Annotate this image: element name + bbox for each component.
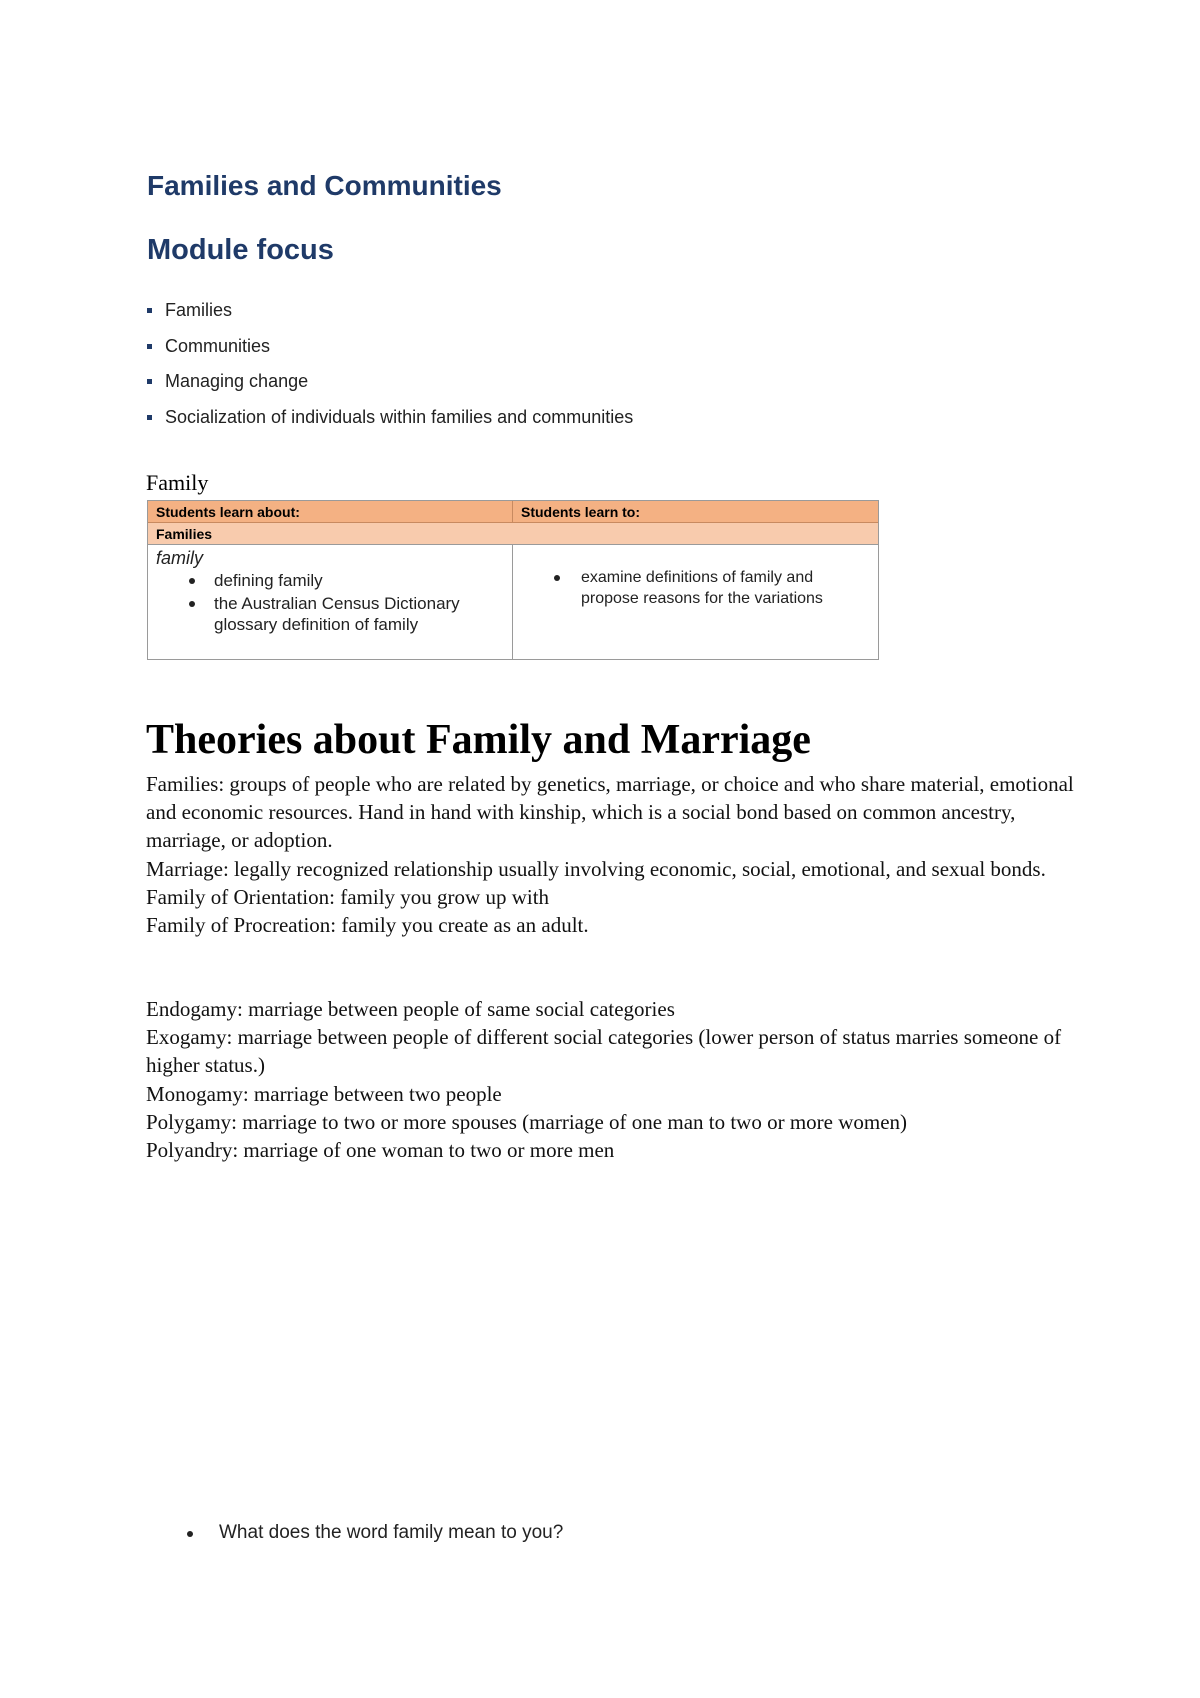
table-header-row [148,501,878,523]
definition-paragraph: Marriage: legally recognized relationship usually involving economic, social, emotional, and sexual bonds. [146,856,1046,881]
definition-paragraph: Polyandry: marriage of one woman to two or more men [146,1138,615,1163]
column-header-learn-about: Students learn about: [156,504,300,520]
definition-paragraph: Family of Orientation: family you grow up with [146,884,550,909]
table-section-row [148,523,878,545]
definitions-block-2 [146,995,1076,1164]
theories-heading: Theories about Family and Marriage [146,717,811,763]
syllabus-table [147,500,879,660]
question-list [185,1522,563,1544]
definition-paragraph: Endogamy: marriage between people of same social categories [146,997,675,1021]
list-item: Managing change [147,369,633,405]
definition-paragraph: Families: groups of people who are related by genetics, marriage, or choice and who share material, emotional and economic resources. Hand in hand with kinship, which is a social bond based on common ancestry, marriage, or adoption. [146,772,1074,853]
definitions-block-1 [146,770,1076,939]
column-header-learn-to: Students learn to: [521,504,641,520]
list-item: Communities [147,334,633,370]
section-label: Families [156,526,213,542]
list-item: What does the word family mean to you? [185,1522,563,1544]
definition-paragraph: Family of Procreation: family you create as an adult. [146,913,589,938]
list-item: defining family [156,570,506,591]
module-focus-list [147,298,633,440]
topic-label: family [156,548,204,568]
learn-about-list [156,570,506,635]
list-item: Socialization of individuals within families and communities [147,405,633,441]
list-item: examine definitions of family and propose reasons for the variations [521,567,871,609]
module-focus-heading: Module focus [147,234,334,266]
learn-about-cell [156,548,506,637]
family-caption: Family [146,470,209,495]
list-item: Families [147,298,633,334]
definition-paragraph: Monogamy: marriage between two people [146,1081,502,1106]
list-item: the Australian Census Dictionary glossary definition of family [156,593,506,635]
column-divider [512,501,513,522]
learn-to-cell [521,567,871,611]
column-divider [512,545,513,660]
definition-paragraph: Polygamy: marriage to two or more spouses (marriage of one man to two or more women) [146,1109,908,1134]
learn-to-list [521,567,871,609]
document-title: Families and Communities [147,170,502,201]
definition-paragraph: Exogamy: marriage between people of different social categories (lower person of status marries someone of higher status.) [146,1025,1062,1078]
